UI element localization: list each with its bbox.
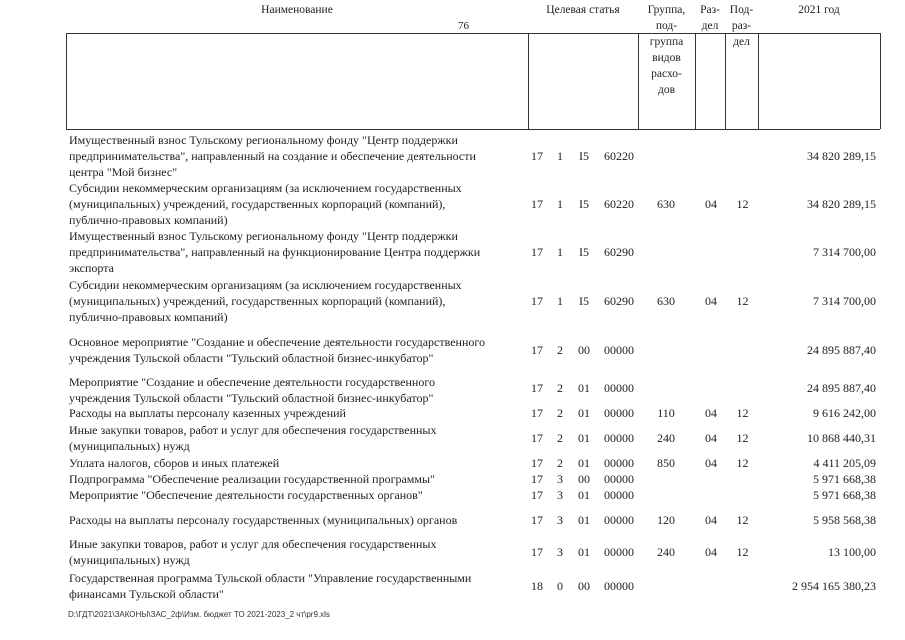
cell-amount: 4 411 205,09 <box>813 456 876 470</box>
row-name: Иные закупки товаров, работ и услуг для обеспечения государственных (муниципальных) нужд <box>69 537 437 567</box>
cell-amount: 5 971 668,38 <box>813 472 876 486</box>
cell-amount: 13 100,00 <box>828 545 876 559</box>
code-event: I5 <box>579 245 589 259</box>
cell-group: 240 <box>657 545 675 559</box>
code-subprogram: 2 <box>557 406 563 420</box>
cell-section: 04 <box>705 431 717 445</box>
cell-group: 850 <box>657 456 675 470</box>
cell-section: 04 <box>705 513 717 527</box>
code-subprogram: 2 <box>557 381 563 395</box>
cell-group: 120 <box>657 513 675 527</box>
cell-amount: 34 820 289,15 <box>807 197 876 211</box>
column-divider <box>695 33 696 129</box>
cell-amount: 24 895 887,40 <box>807 343 876 357</box>
header-section: Раз- дел <box>700 4 720 32</box>
row-name: Уплата налогов, сборов и иных платежей <box>69 456 280 470</box>
column-divider <box>758 33 759 129</box>
column-divider <box>528 33 529 129</box>
cell-section: 04 <box>705 197 717 211</box>
code-direction: 60220 <box>604 149 634 163</box>
cell-subsection: 12 <box>736 545 749 559</box>
code-program: 17 <box>531 472 543 486</box>
header-target-article: Целевая статья <box>546 4 620 16</box>
code-direction: 60220 <box>604 197 634 211</box>
code-subprogram: 0 <box>557 579 563 593</box>
code-event: 01 <box>578 381 590 395</box>
code-direction: 00000 <box>604 456 634 470</box>
code-program: 17 <box>531 149 543 163</box>
code-direction: 00000 <box>604 431 634 445</box>
code-event: I5 <box>579 197 589 211</box>
header-subsection: Под- раз- дел <box>729 4 754 48</box>
column-divider <box>725 33 726 129</box>
cell-section: 04 <box>705 545 717 559</box>
code-program: 17 <box>531 431 543 445</box>
code-event: I5 <box>579 294 589 308</box>
code-event: 00 <box>578 579 590 593</box>
row-name: Расходы на выплаты персоналу казенных учреждений <box>69 406 346 420</box>
code-subprogram: 1 <box>557 245 563 259</box>
row-name: Основное мероприятие "Создание и обеспечение деятельности государственного учреждения Тульской области "Тульский областной бизнес-инкубатор" <box>69 335 485 365</box>
cell-group: 110 <box>657 406 675 420</box>
code-subprogram: 3 <box>557 488 563 502</box>
cell-amount: 24 895 887,40 <box>807 381 876 395</box>
cell-amount: 2 954 165 380,23 <box>792 579 876 593</box>
code-direction: 00000 <box>604 488 634 502</box>
cell-amount: 9 616 242,00 <box>813 406 876 420</box>
code-event: 01 <box>578 488 590 502</box>
code-program: 18 <box>531 579 543 593</box>
code-direction: 00000 <box>604 381 634 395</box>
code-subprogram: 1 <box>557 149 563 163</box>
cell-amount: 7 314 700,00 <box>813 294 876 308</box>
code-direction: 00000 <box>604 545 634 559</box>
code-program: 17 <box>531 197 543 211</box>
cell-group: 240 <box>657 431 675 445</box>
column-divider <box>638 33 639 129</box>
cell-subsection: 12 <box>736 456 749 470</box>
code-event: 00 <box>578 343 590 357</box>
code-program: 17 <box>531 343 543 357</box>
code-direction: 00000 <box>604 472 634 486</box>
cell-amount: 5 958 568,38 <box>813 513 876 527</box>
row-name: Мероприятие "Создание и обеспечение деятельности государственного учреждения Тульской области "Тульский областной бизнес-инкубатор" <box>69 375 435 405</box>
code-subprogram: 1 <box>557 197 563 211</box>
code-event: 01 <box>578 513 590 527</box>
code-program: 17 <box>531 488 543 502</box>
code-subprogram: 2 <box>557 343 563 357</box>
row-name: Государственная программа Тульской области "Управление государственными финансами Тульской области" <box>69 571 472 601</box>
cell-subsection: 12 <box>736 197 749 211</box>
code-event: I5 <box>579 149 589 163</box>
code-event: 01 <box>578 431 590 445</box>
code-program: 17 <box>531 513 543 527</box>
code-program: 17 <box>531 456 543 470</box>
code-program: 17 <box>531 245 543 259</box>
code-subprogram: 3 <box>557 472 563 486</box>
row-name: Мероприятие "Обеспечение деятельности государственных органов" <box>69 488 423 502</box>
code-direction: 00000 <box>604 579 634 593</box>
cell-amount: 34 820 289,15 <box>807 149 876 163</box>
column-divider <box>880 33 881 129</box>
code-direction: 00000 <box>604 343 634 357</box>
cell-subsection: 12 <box>736 513 749 527</box>
row-name: Подпрограмма "Обеспечение реализации государственной программы" <box>69 472 435 486</box>
cell-group: 630 <box>657 294 675 308</box>
cell-amount: 10 868 440,31 <box>807 431 876 445</box>
column-divider <box>66 33 67 129</box>
header-year: 2021 год <box>798 4 840 16</box>
row-name: Иные закупки товаров, работ и услуг для обеспечения государственных (муниципальных) нужд <box>69 423 437 453</box>
code-direction: 00000 <box>604 406 634 420</box>
code-event: 01 <box>578 406 590 420</box>
code-subprogram: 2 <box>557 431 563 445</box>
footer-file-path: D:\ГДТ\2021\ЗАКОНЫ\ЗАС_2ф\Изм. бюджет ТО 2021-2023_2 чт\pr9.xls <box>68 610 330 619</box>
row-name: Расходы на выплаты персоналу государственных (муниципальных) органов <box>69 513 458 527</box>
code-program: 17 <box>531 381 543 395</box>
code-event: 01 <box>578 545 590 559</box>
code-event: 00 <box>578 472 590 486</box>
row-name: Имущественный взнос Тульскому региональному фонду "Центр поддержки предпринимательства", направленный на функционирование Центра поддержки экспорта <box>69 229 481 275</box>
cell-group: 630 <box>657 197 675 211</box>
cell-subsection: 12 <box>736 294 749 308</box>
row-name: Имущественный взнос Тульскому региональному фонду "Центр поддержки предпринимательства", направленный на создание и обеспечение деятельности центра "Мой бизнес" <box>69 133 476 179</box>
code-subprogram: 1 <box>557 294 563 308</box>
code-program: 17 <box>531 406 543 420</box>
code-program: 17 <box>531 545 543 559</box>
cell-amount: 5 971 668,38 <box>813 488 876 502</box>
code-program: 17 <box>531 294 543 308</box>
header-name: Наименование <box>261 4 333 16</box>
cell-section: 04 <box>705 456 717 470</box>
page-number: 76 <box>458 20 469 32</box>
cell-section: 04 <box>705 406 717 420</box>
cell-section: 04 <box>705 294 717 308</box>
code-direction: 60290 <box>604 245 634 259</box>
code-direction: 00000 <box>604 513 634 527</box>
cell-subsection: 12 <box>736 431 749 445</box>
code-subprogram: 3 <box>557 513 563 527</box>
cell-subsection: 12 <box>736 406 749 420</box>
row-name: Субсидии некоммерческим организациям (за исключением государственных (муниципальных) учреждений, государственных корпораций (компаний), публично-правовых компаний) <box>69 181 462 227</box>
code-direction: 60290 <box>604 294 634 308</box>
code-subprogram: 2 <box>557 456 563 470</box>
cell-amount: 7 314 700,00 <box>813 245 876 259</box>
code-event: 01 <box>578 456 590 470</box>
row-name: Субсидии некоммерческим организациям (за исключением государственных (муниципальных) учреждений, государственных корпораций (компаний), публично-правовых компаний) <box>69 278 462 324</box>
header-group: Группа, под- группа видов расхо- дов <box>647 4 686 96</box>
code-subprogram: 3 <box>557 545 563 559</box>
